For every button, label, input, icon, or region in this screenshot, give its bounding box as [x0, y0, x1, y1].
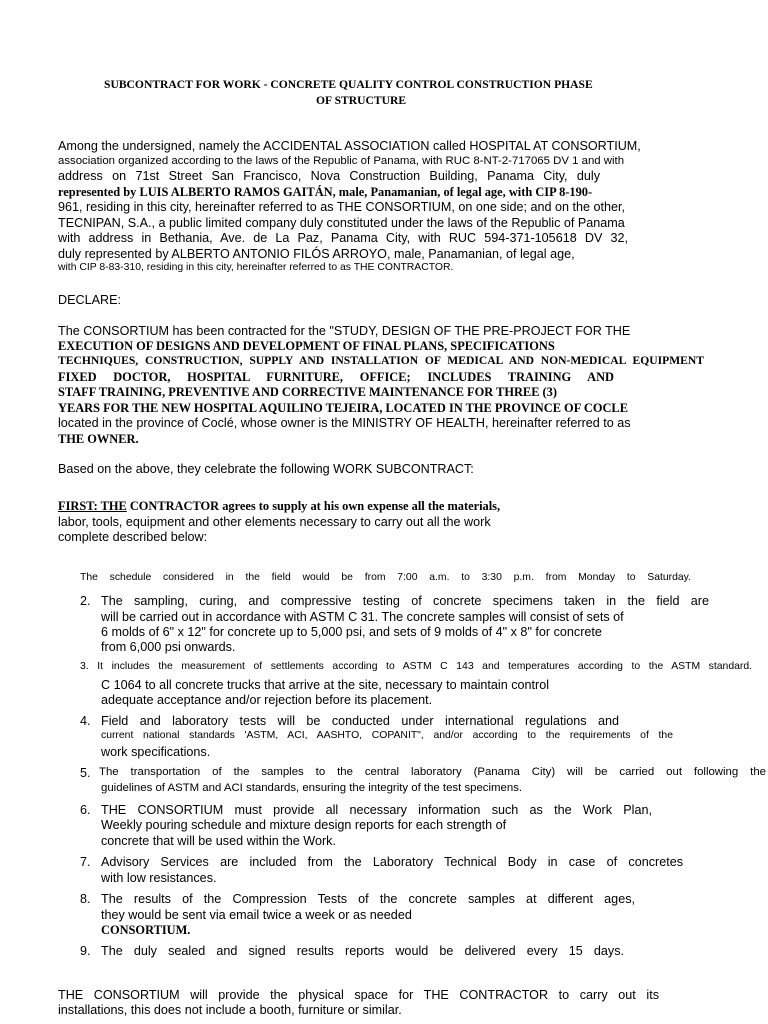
list-item-line: will be carried out in accordance with ASTM C 31. The concrete samples will consist of sets of — [101, 610, 624, 624]
list-item-line: Advisory Services are included from the Laboratory Technical Body in case of concretes — [101, 855, 683, 869]
title-line-2: OF STRUCTURE — [316, 94, 407, 107]
intro-line: with address in Bethania, Ave. de La Paz, Panama City, with RUC 594-371-105618 DV 32, — [58, 231, 628, 245]
list-item-line: The transportation of the samples to the central laboratory (Panama City) will be carried out following the — [99, 766, 766, 778]
first-clause-line: complete described below: — [58, 530, 208, 544]
schedule-line: The schedule considered in the field would be from 7:00 a.m. to 3:30 p.m. from Monday to Saturday. — [80, 572, 691, 583]
list-number: 7. — [80, 855, 91, 869]
contract-line: THE OWNER. — [58, 432, 139, 446]
list-number: 8. — [80, 892, 91, 906]
list-item-line: 6 molds of 6" x 12" for concrete up to 5,000 psi, and sets of 9 molds of 4" x 8" for concrete — [101, 625, 602, 639]
contract-line: The CONSORTIUM has been contracted for the "STUDY, DESIGN OF THE PRE-PROJECT FOR THE — [58, 324, 631, 338]
list-item-line: The duly sealed and signed results reports would be delivered every 15 days. — [101, 944, 624, 958]
list-item-line: they would be sent via email twice a week or as needed — [101, 908, 412, 922]
closing-line: installations, this does not include a booth, furniture or similar. — [58, 1003, 402, 1017]
list-item-line: from 6,000 psi onwards. — [101, 640, 236, 654]
list-item-line: current national standards 'ASTM, ACI, AASHTO, COPANIT", and/or according to the requirements of the — [101, 730, 673, 741]
intro-line: 961, residing in this city, hereinafter referred to as THE CONSORTIUM, on one side; and on the other, — [58, 200, 626, 214]
intro-line: association organized according to the laws of the Republic of Panama, with RUC 8-NT-2-717065 DV 1 and with — [58, 155, 625, 167]
first-clause-label: FIRST: THE — [58, 499, 127, 513]
list-item-line: guidelines of ASTM and ACI standards, ensuring the integrity of the test specimens. — [101, 782, 523, 794]
contract-line: located in the province of Coclé, whose owner is the MINISTRY OF HEALTH, hereinafter referred to as — [58, 416, 631, 430]
based-line: Based on the above, they celebrate the following WORK SUBCONTRACT: — [58, 462, 474, 476]
contract-line: YEARS FOR THE NEW HOSPITAL AQUILINO TEJEIRA, LOCATED IN THE PROVINCE OF COCLE — [58, 401, 628, 415]
contract-line: EXECUTION OF DESIGNS AND DEVELOPMENT OF FINAL PLANS, SPECIFICATIONS — [58, 339, 555, 353]
first-clause-line: labor, tools, equipment and other elements necessary to carry out all the work — [58, 515, 491, 529]
list-item-line: THE CONSORTIUM must provide all necessary information such as the Work Plan, — [101, 803, 652, 817]
intro-line: duly represented by ALBERTO ANTONIO FILÓS ARROYO, male, Panamanian, of legal age, — [58, 247, 575, 261]
title-line-1: SUBCONTRACT FOR WORK - CONCRETE QUALITY CONTROL CONSTRUCTION PHASE — [104, 78, 593, 91]
intro-line: TECNIPAN, S.A., a public limited company duly constituted under the laws of the Republic of Panama — [58, 216, 625, 230]
list-item-line: concrete that will be used within the Work. — [101, 834, 336, 848]
closing-line: THE CONSORTIUM will provide the physical space for THE CONTRACTOR to carry out its — [58, 988, 659, 1002]
list-item-line: Field and laboratory tests will be conducted under international regulations and — [101, 714, 619, 728]
list-number: 4. — [80, 714, 91, 728]
intro-line: Among the undersigned, namely the ACCIDENTAL ASSOCIATION called HOSPITAL AT CONSORTIUM, — [58, 139, 641, 153]
intro-line: address on 71st Street San Francisco, Nova Construction Building, Panama City, duly — [58, 169, 600, 183]
list-item-line: The results of the Compression Tests of the concrete samples at different ages, — [101, 892, 635, 906]
intro-line: represented by LUIS ALBERTO RAMOS GAITÁN, male, Panamanian, of legal age, with CIP 8-190- — [58, 185, 593, 199]
contract-line: FIXED DOCTOR, HOSPITAL FURNITURE, OFFICE; INCLUDES TRAINING AND — [58, 370, 614, 384]
list-item-line: Weekly pouring schedule and mixture design reports for each strength of — [101, 818, 507, 832]
list-item-line: C 1064 to all concrete trucks that arrive at the site, necessary to maintain control — [101, 678, 549, 692]
list-number: 3. — [80, 661, 89, 672]
declare-heading: DECLARE: — [58, 293, 121, 307]
first-clause-text: CONTRACTOR agrees to supply at his own expense all the materials, — [126, 499, 501, 513]
list-item-line — [80, 662, 752, 672]
list-item-line: work specifications. — [101, 745, 211, 759]
list-number: 9. — [80, 944, 91, 958]
contract-line: STAFF TRAINING, PREVENTIVE AND CORRECTIVE MAINTENANCE FOR THREE (3) — [58, 385, 558, 399]
list-item-line: CONSORTIUM. — [101, 923, 191, 937]
first-clause-line — [58, 500, 500, 512]
list-number: 5. — [80, 766, 91, 780]
list-number: 6. — [80, 803, 91, 817]
contract-line: TECHNIQUES, CONSTRUCTION, SUPPLY AND INSTALLATION OF MEDICAL AND NON-MEDICAL EQUIPMENT — [58, 354, 704, 367]
intro-line: with CIP 8-83-310, residing in this city, hereinafter referred to as THE CONTRACTOR. — [58, 262, 454, 273]
list-item-text: It includes the measurement of settlements according to ASTM C 143 and temperatures according to the ASTM standard. — [97, 661, 753, 672]
list-item-line: with low resistances. — [101, 871, 217, 885]
list-item-line: adequate acceptance and/or rejection before its placement. — [101, 693, 433, 707]
list-number: 2. — [80, 594, 91, 608]
list-item-line: The sampling, curing, and compressive testing of concrete specimens taken in the field are — [101, 594, 709, 608]
